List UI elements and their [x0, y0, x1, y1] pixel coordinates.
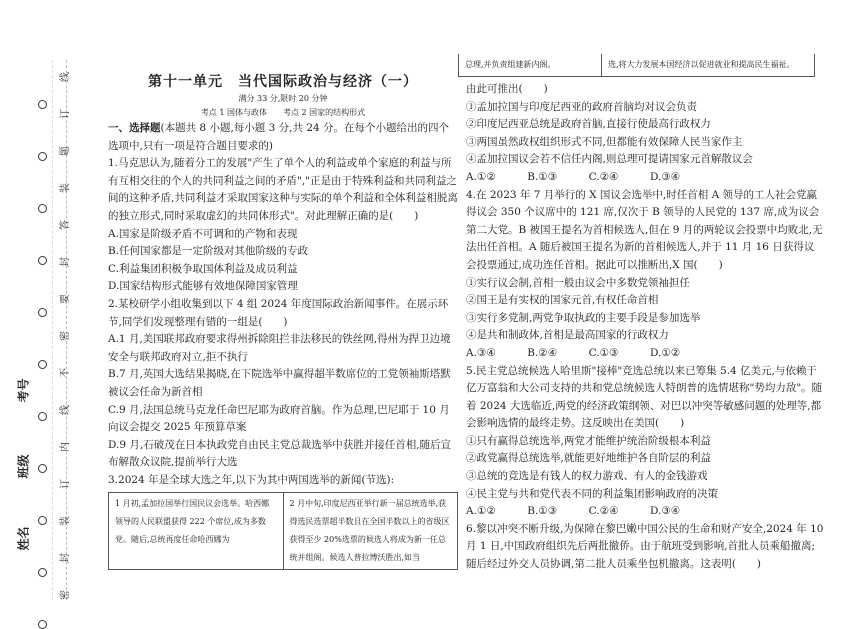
option: ③两国虽然政权组织形式不同,但都能有效保障人民当家作主	[466, 135, 743, 148]
exam-number-label: 考号	[16, 378, 31, 403]
binding-hole-icon	[38, 516, 47, 525]
option: ①只有赢得总统选举,两党才能维护统治阶级根本利益	[466, 434, 711, 447]
binding-char: 线	[60, 72, 71, 82]
right-questions	[466, 81, 824, 574]
question-stem: 由此可推出( )	[466, 83, 548, 95]
news-box-continued	[458, 54, 815, 77]
question-stem: 3.2024 年是全球大选之年,以下为其中两国选举的新闻(节选):	[108, 473, 395, 486]
binding-char: 封	[60, 257, 71, 267]
binding-char: 内	[60, 442, 71, 452]
option: ④民主党与共和党代表不同的利益集团影响政府的决策	[466, 487, 718, 500]
binding-char: 装	[60, 183, 71, 193]
option: C.9 月,法国总统马克龙任命巴尼耶为政府首脑。作为总理,巴尼耶于 10 月向议会提交 2025 年预算草案	[108, 403, 450, 434]
binding-char: 线	[60, 405, 71, 415]
binding-char: 订	[60, 479, 71, 489]
option: D.国家结构形式能够有效地保障国家管理	[108, 280, 298, 293]
option: ②国王是有实权的国家元首,有权任命首相	[466, 294, 659, 307]
question-stem: 2.某校研学小组收集到以下 4 组 2024 年度国际政治新闻事件。在展示环节,同学们发现整理有错的一组是( )	[108, 297, 449, 328]
question-stem: 1.马克思认为,随着分工的发展"产生了单个人的利益或单个家庭的利益与所有互相交往的个人的共同利益之间的矛盾","正是由于特殊利益和共同利益之间的这种矛盾,共同利益才采取国家这种与实际的单个利益和全体利益相脱离的独立形式,同时采取虚幻的共同体形式"。对此理解正确的是( )	[108, 157, 458, 222]
right-column	[466, 60, 824, 574]
question-stem: 5.民主党总统候选人哈里斯"接棒"竞选总统以来已筹集 5.4 亿美元,与依赖于亿万富翁和大公司支持的共和党总统候选人特朗普的选情堪称"势均力敌"。随着 2024 大选临近,两党的经济政策纲领、对巴以冲突等敏感问题的处理等,都会影响选情的最终走势。这反映出在美国( )	[466, 364, 823, 430]
option: ②政党赢得总统选举,就能更好地维护各自阶层的利益	[466, 452, 711, 465]
option: D.9 月,石破茂在日本执政党自由民主党总裁选举中获胜并接任首相,随后宣布解散众议院,提前举行大选	[108, 438, 452, 469]
binding-hole-icon	[38, 620, 47, 629]
option: ④孟加拉国议会若不信任内阁,则总理可提请国家元首解散议会	[466, 153, 753, 166]
news-box-right: 2 月中旬,印度尼西亚举行新一届总统选举,获得选民选票超半数且在全国半数以上的省级区获得至少 20%选票的候选人将成为新一任总统并组阁。候选人普拉博沃胜出,如当	[283, 493, 458, 569]
section-title: 一、选择题	[108, 122, 161, 134]
binding-char: 答	[60, 220, 71, 230]
binding-char: 题	[60, 146, 71, 156]
test-points: 考点 1 国体与政体 考点 2 国家的结构形式	[200, 108, 366, 117]
answer-choices: A.①② B.①③ C.②④ D.③④	[466, 170, 681, 183]
news-box-left: 1 月初,孟加拉国举行国民议会选举。哈西娜领导的人民联盟获得 222 个席位,成为多数党。随后,总统再度任命哈西娜为	[115, 499, 270, 545]
answer-choices: A.①② B.①③ C.②④ D.③④	[466, 505, 681, 518]
binding-hole-icon	[38, 464, 47, 473]
unit-title: 第十一单元 当代国际政治与经济（一）	[148, 74, 418, 90]
question-stem: 4.在 2023 年 7 月举行的 X 国议会选举中,时任首相 A 领导的工人社会党赢得议会 350 个议席中的 121 席,仅次于 B 领导的人民党的 137 席,成为议会第二大党。B 被国王提名为首相候选人,但在 9 月的两轮议会投票中均败北,无法出任首相。A 随后被国王提名为新的首相候选人,并于 11 月 16 日获得议会投票通过,成功连任首相。据此可以推断出,X 国( )	[466, 188, 823, 271]
option: ④是共和制政体,首相是最高国家的行政权力	[466, 329, 669, 342]
binding-char: 不	[60, 368, 71, 378]
binding-hole-icon	[38, 100, 47, 109]
binding-dashed-line-inner	[52, 60, 53, 600]
left-questions	[108, 155, 458, 570]
section-description: (本题共 8 小题,每小题 3 分,共 24 分。在每个小题给出的四个选项中,只有一项是符合题目要求的)	[108, 122, 450, 152]
binding-margin	[0, 0, 92, 608]
option: ②印度尼西亚总统是政府首脑,直接行使最高行政权力	[466, 118, 711, 131]
option: A.国家是阶级矛盾不可调和的产物和表现	[108, 227, 298, 240]
option: A.1 月,美国联邦政府要求得州拆除阻拦非法移民的铁丝网,得州为捍卫边境安全与联邦政府对立,拒不执行	[108, 333, 451, 363]
option: B.任何国家都是一定阶级对其他阶级的专政	[108, 245, 309, 258]
section-heading	[108, 120, 458, 155]
answer-choices: A.③④ B.②④ C.①③ D.①②	[466, 346, 681, 359]
binding-char: 封	[60, 553, 71, 563]
binding-hole-icon	[38, 204, 47, 213]
option: ③实行多党制,两党争取执政的主要手段是参加选举	[466, 311, 701, 324]
binding-hole-icon	[38, 152, 47, 161]
news-box-continued-left: 总理,并负责组建新内阁。	[465, 60, 556, 69]
option: ③总统的竞选是有钱人的权力游戏、有人的金钱游戏	[466, 470, 708, 483]
question-stem: 6.黎以冲突不断升级,为保障在黎巴嫩中国公民的生命和财产安全,2024 年 10 月 1 日,中国政府组织先后两批撤侨。由于航班受到影响,首批人员乘船撤离;随后经过外交人员协调,第二批人员乘坐包机撤离。这表明( )	[466, 522, 824, 571]
binding-char: 密	[60, 590, 71, 600]
binding-hole-icon	[38, 256, 47, 265]
binding-char: 装	[60, 516, 71, 526]
binding-hole-icon	[38, 412, 47, 421]
option: ①实行议会制,首相一般由议会中多数党领袖担任	[466, 276, 690, 289]
score-time: 满分 33 分,限时 20 分钟	[238, 94, 328, 103]
name-label: 姓名	[16, 526, 31, 551]
binding-char: 要	[60, 294, 71, 304]
binding-hole-icon	[38, 360, 47, 369]
option: ①孟加拉国与印度尼西亚的政府首脑均对议会负责	[466, 100, 697, 113]
binding-hole-icon	[38, 308, 47, 317]
binding-char: 订	[60, 109, 71, 119]
news-box	[108, 492, 458, 570]
binding-char: 密	[60, 331, 71, 341]
option: C.利益集团积极争取国体利益及成员利益	[108, 262, 298, 275]
left-column	[108, 60, 458, 570]
news-box-continued-right: 选,将大力发展本国经济以促进就业和提高民生福祉。	[601, 54, 814, 76]
option: B.7 月,英国大选结果揭晓,在下院选举中赢得超半数席位的工党领袖斯塔默被议会任命为新首相	[108, 368, 451, 398]
binding-hole-icon	[38, 568, 47, 577]
class-label: 班级	[16, 454, 31, 479]
